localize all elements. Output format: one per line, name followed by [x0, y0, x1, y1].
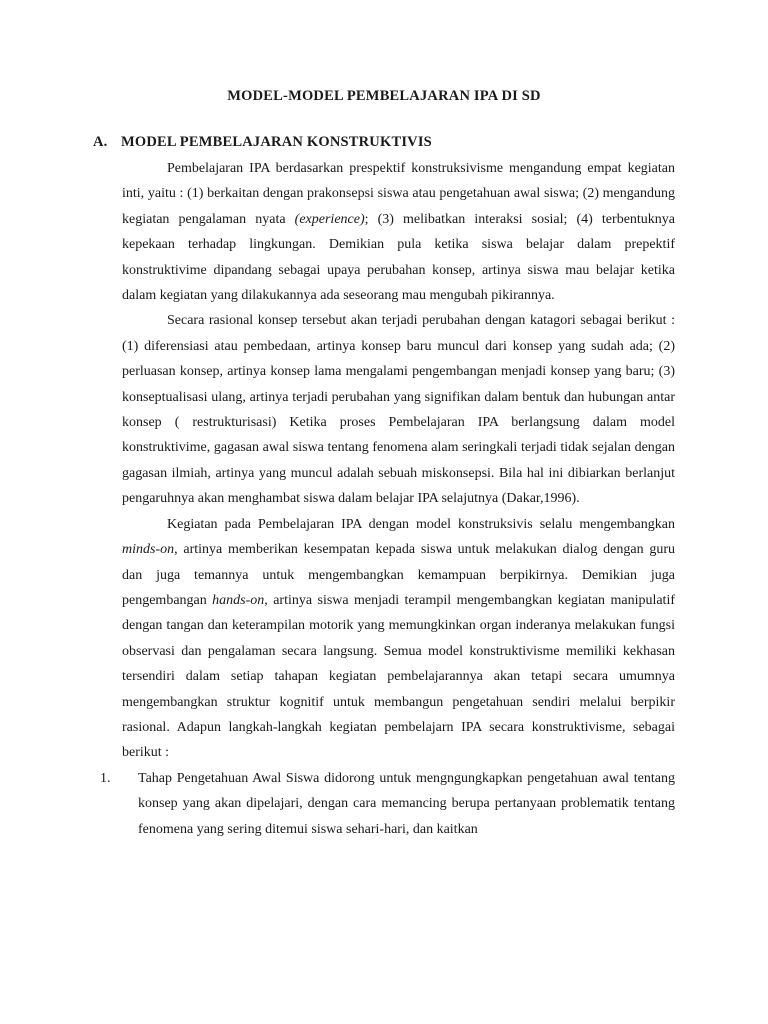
paragraph-3 — [122, 512, 675, 766]
paragraph-3-text-a: Kegiatan pada Pembelajaran IPA dengan model konstruksivis selalu mengembangkan — [167, 516, 675, 532]
document-title: MODEL-MODEL PEMBELAJARAN IPA DI SD — [227, 88, 541, 104]
list-item — [100, 766, 675, 842]
paragraph-1-text-b: ; (3) melibatkan interaksi sosial; (4) terbentuknya kepekaan terhadap lingkungan. Demikian pula ketika siswa belajar dalam prepektif konstruktivime dipandang sebagai upaya perubahan konsep, artinya siswa mau belajar ketika dalam kegiatan yang dilakukannya ada seseorang mau mengubah pikirannya. — [122, 211, 676, 304]
section-letter: A. — [93, 134, 108, 150]
paragraph-1-emphasis: (experience) — [294, 211, 365, 227]
paragraph-1 — [122, 156, 675, 308]
section-heading — [93, 134, 432, 151]
paragraph-3-text-c: , artinya siswa menjadi terampil mengembangkan kegiatan manipulatif dengan tangan dan keterampilan motorik yang memungkinkan organ inderanya melakukan fungsi observasi dan pengalaman secara langsung. Semua model konstruktivisme memiliki kekhasan tersendiri dalam setiap tahapan kegiatan pembelajarannya akan tetapi secara umumnya mengembangkan struktur kognitif untuk membangun pengetahuan sendiri melalui berpikir rasional. Adapun langkah-langkah kegiatan pembelajarn IPA secara konstruktivisme, sebagai berikut : — [122, 592, 675, 761]
paragraph-3-text-b: , artinya memberikan kesempatan kepada siswa untuk melakukan dialog dengan guru dan juga temannya untuk mengembangkan kemampuan berpikirnya. Demikian juga pengembangan — [122, 542, 675, 608]
section-title: MODEL PEMBELAJARAN KONSTRUKTIVIS — [121, 134, 432, 150]
paragraph-2: Secara rasional konsep tersebut akan terjadi perubahan dengan katagori sebagai berikut : (1) diferensiasi atau pembedaan, artinya konsep baru muncul dari konsep yang sudah ada; (2) perluasan konsep, artinya konsep lama mengalami pengembangan menjadi konsep yang baru; (3) konseptualisasi ulang, artinya terjadi perubahan yang signifikan dalam bentuk dan hubungan antar konsep ( restrukturisasi) Ketika proses Pembelajaran IPA berlangsung dalam model konstruktivime, gagasan awal siswa tentang fenomena alam seringkali terjadi tidak sejalan dengan gagasan ilmiah, artinya yang muncul adalah sebuah miskonsepsi. Bila hal ini dibiarkan berlanjut pengaruhnya akan menghambat siswa dalam belajar IPA selajutnya (Dakar,1996). — [122, 313, 675, 507]
list-item-text: Tahap Pengetahuan Awal Siswa didorong untuk mengngungkapkan pengetahuan awal tentang konsep yang akan dipelajari, dengan cara memancing berupa pertanyaan problematik tentang fenomena yang sering ditemui siswa sehari-hari, dan kaitkan — [138, 770, 675, 837]
paragraph-3-emphasis-hands-on: hands-on — [212, 592, 265, 608]
paragraph-1-text-a: Pembelajaran IPA berdasarkan prespektif konstruksivisme mengandung empat kegiatan inti, yaitu : (1) berkaitan dengan prakonsepsi siswa atau pengetahuan awal siswa; (2) mengandung kegiatan pengalaman nyata — [122, 161, 675, 227]
document-body — [100, 156, 676, 842]
steps-list — [100, 766, 675, 842]
paragraph-3-emphasis-minds-on: minds-on — [122, 542, 175, 558]
list-item-number: 1. — [100, 770, 111, 786]
